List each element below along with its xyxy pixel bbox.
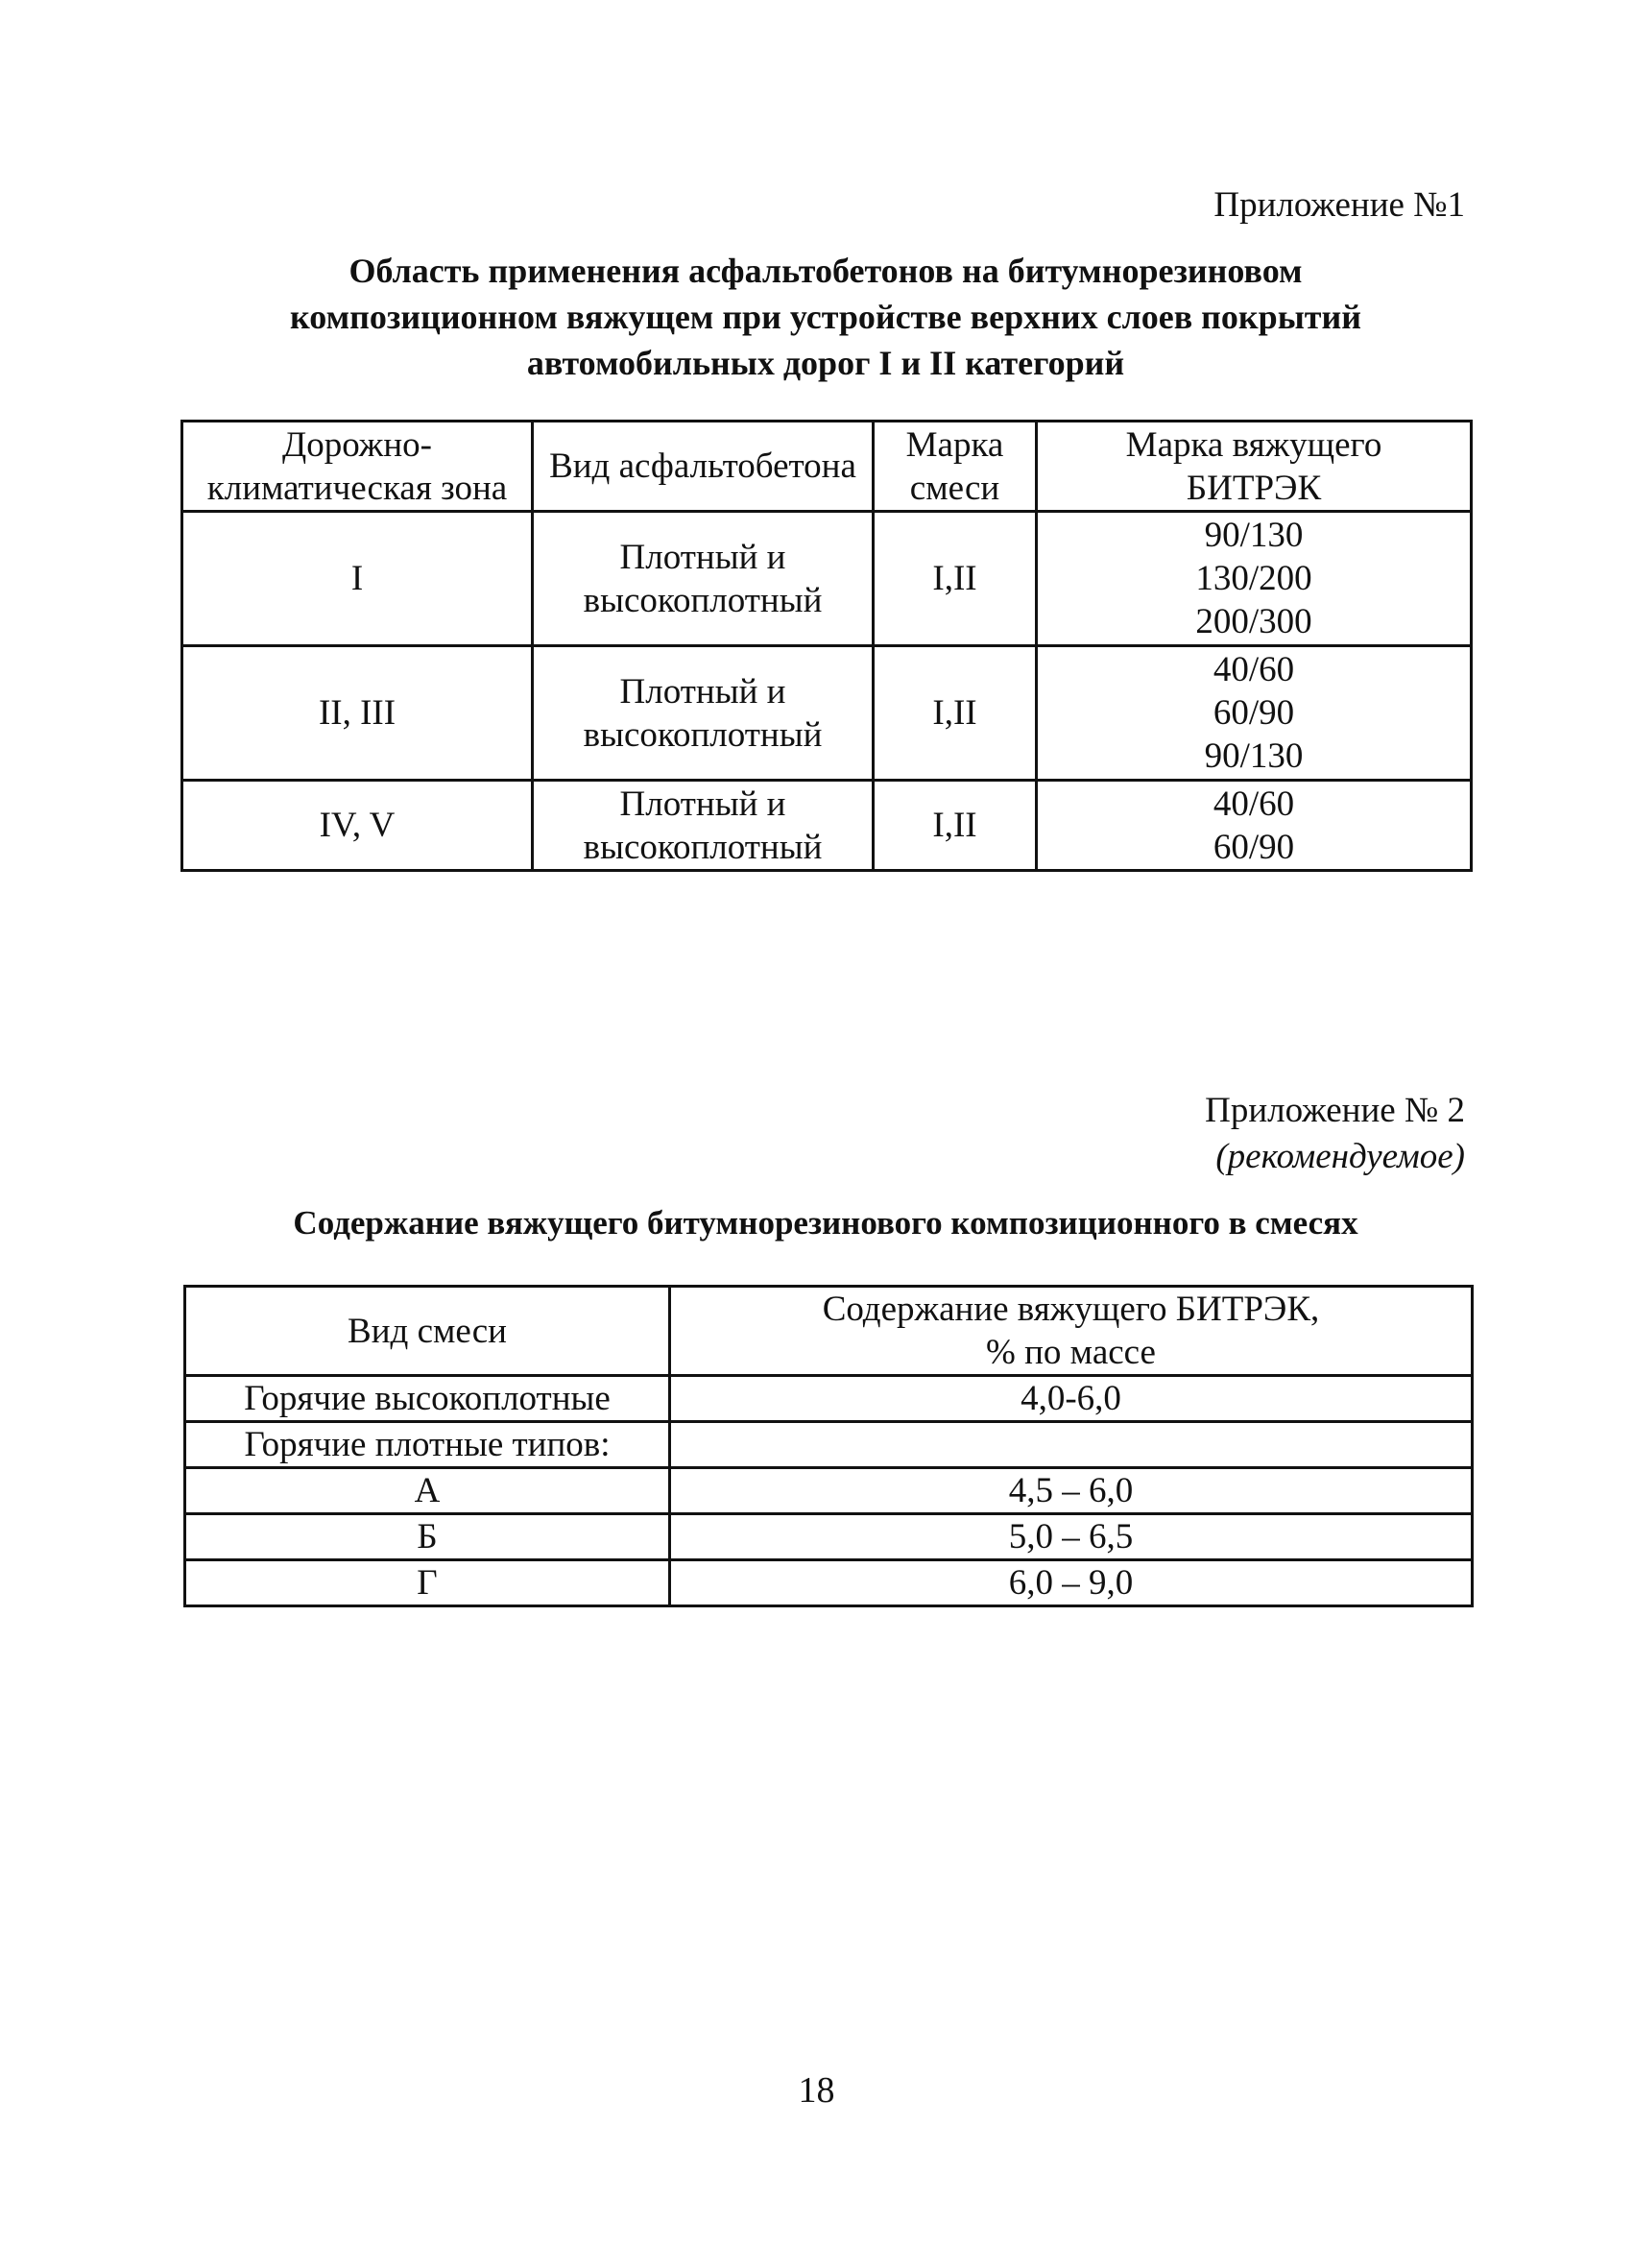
header-mix-type: Вид смеси	[185, 1287, 670, 1376]
cell-type: Плотный и высокоплотный	[533, 781, 874, 871]
cell-mix-type: А	[185, 1468, 670, 1514]
binder-application-table	[180, 420, 1473, 872]
table-row	[185, 1468, 1473, 1514]
cell-mix-type: Горячие высокоплотные	[185, 1376, 670, 1422]
cell-binder-content: 6,0 – 9,0	[670, 1560, 1473, 1606]
appendix-2-note: (рекомендуемое)	[1215, 1137, 1465, 1176]
table-row	[182, 512, 1472, 646]
cell-zone: I	[182, 512, 533, 646]
title-line: Область применения асфальтобетонов на битумнорезиновом	[348, 252, 1303, 290]
cell-mix-type: Б	[185, 1514, 670, 1560]
cell-binder-content: 4,5 – 6,0	[670, 1468, 1473, 1514]
title-line: композиционном вяжущем при устройстве верхних слоев покрытий	[290, 298, 1361, 336]
cell-binder-content: 5,0 – 6,5	[670, 1514, 1473, 1560]
cell-zone: II, III	[182, 646, 533, 781]
table-row	[185, 1514, 1473, 1560]
table-row	[185, 1422, 1473, 1468]
table-row	[182, 781, 1472, 871]
cell-binder: 90/130 130/200 200/300	[1037, 512, 1472, 646]
table-header-row	[185, 1287, 1473, 1376]
cell-mix-type: Г	[185, 1560, 670, 1606]
cell-mix: I,II	[874, 646, 1037, 781]
cell-mix-type: Горячие плотные типов:	[185, 1422, 670, 1468]
title-line: автомобильных дорог I и II категорий	[526, 344, 1125, 382]
table-row	[185, 1376, 1473, 1422]
appendix-2-title: Содержание вяжущего битумнорезинового композиционного в смесях	[293, 1204, 1358, 1242]
header-zone: Дорожно- климатическая зона	[182, 422, 533, 512]
cell-type: Плотный и высокоплотный	[533, 512, 874, 646]
cell-binder: 40/60 60/90	[1037, 781, 1472, 871]
table-row	[185, 1560, 1473, 1606]
cell-mix: I,II	[874, 512, 1037, 646]
table-row	[182, 646, 1472, 781]
appendix-1-label: Приложение №1	[1213, 185, 1465, 225]
cell-mix: I,II	[874, 781, 1037, 871]
binder-content-table	[183, 1285, 1474, 1607]
cell-zone: IV, V	[182, 781, 533, 871]
cell-type: Плотный и высокоплотный	[533, 646, 874, 781]
appendix-1-title	[173, 248, 1478, 386]
header-binder-content: Содержание вяжущего БИТРЭК, % по массе	[670, 1287, 1473, 1376]
cell-binder-content: 4,0-6,0	[670, 1376, 1473, 1422]
header-mix: Марка смеси	[874, 422, 1037, 512]
table-header-row	[182, 422, 1472, 512]
cell-binder-content	[670, 1422, 1473, 1468]
header-binder: Марка вяжущего БИТРЭК	[1037, 422, 1472, 512]
cell-binder: 40/60 60/90 90/130	[1037, 646, 1472, 781]
appendix-2-label: Приложение № 2	[1205, 1091, 1465, 1130]
page-number: 18	[798, 2070, 835, 2111]
header-type: Вид асфальтобетона	[533, 422, 874, 512]
